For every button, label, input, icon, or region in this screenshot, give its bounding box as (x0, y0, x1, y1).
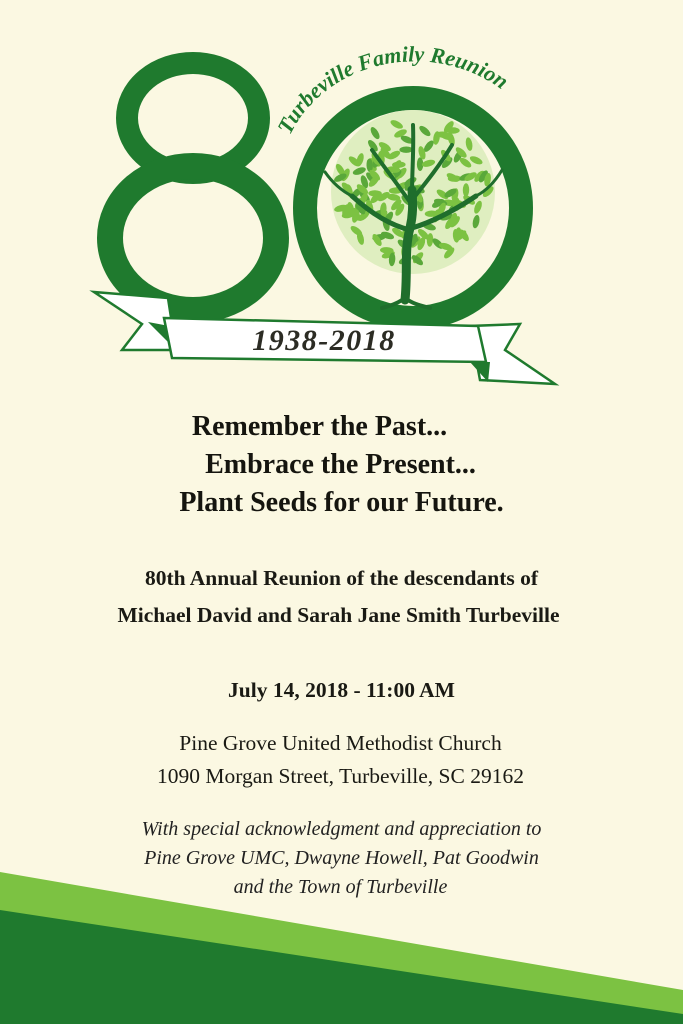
acknowledgment-line-2: Pine Grove UMC, Dwayne Howell, Pat Goodwin (144, 847, 539, 869)
motto-line-3: Plant Seeds for our Future. (179, 487, 504, 518)
acknowledgment-line-1: With special acknowledgment and appreciation to (141, 818, 542, 840)
motto-line-1: Remember the Past... (191, 411, 448, 442)
ribbon-years: 1938-2018 (252, 324, 396, 357)
reunion-line-2: Michael David and Sarah Jane Smith Turbeville (117, 603, 560, 627)
acknowledgment-line-3: and the Town of Turbeville (233, 876, 448, 898)
motto-line-2: Embrace the Present... (205, 449, 476, 480)
reunion-line-1: 80th Annual Reunion of the descendants of (144, 566, 539, 590)
event-address: 1090 Morgan Street, Turbeville, SC 29162 (157, 764, 524, 788)
arc-text-label: Turbeville Family Reunion (272, 41, 514, 138)
event-venue: Pine Grove United Methodist Church (179, 731, 502, 755)
event-datetime: July 14, 2018 - 11:00 AM (228, 678, 455, 702)
dark-green-band (0, 910, 683, 1024)
